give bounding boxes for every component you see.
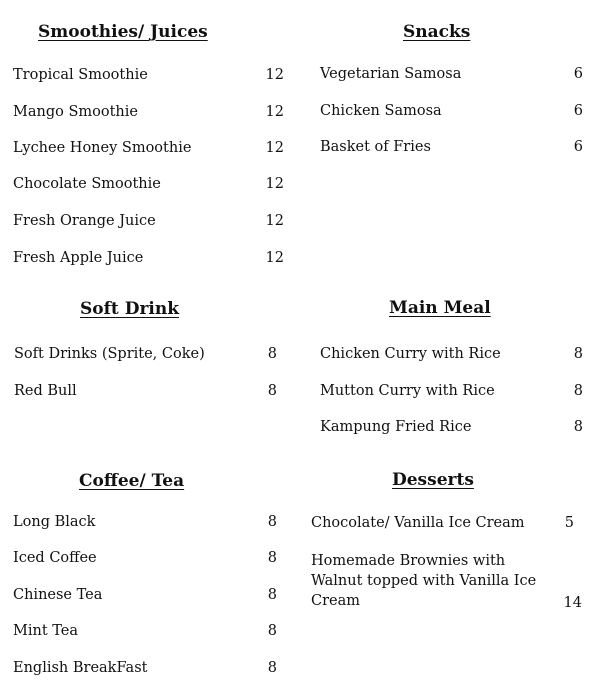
menu-item-name: Lychee Honey Smoothie [13,140,192,156]
menu-item-price: 6 [573,66,583,82]
section-title-desserts: Desserts [392,470,474,490]
menu-item-name: Chocolate/ Vanilla Ice Cream [311,515,525,531]
menu-item-price: 8 [267,623,277,639]
menu-item-name: Vegetarian Samosa [320,66,462,82]
menu-item-price: 8 [267,514,277,530]
menu-item-name: Mutton Curry with Rice [320,383,495,399]
menu-item-price: 14 [563,595,582,611]
menu-item-name: Kampung Fried Rice [320,419,472,435]
section-title-snacks: Snacks [403,22,471,42]
menu-item-price: 12 [265,67,284,83]
menu-item-price: 12 [265,140,284,156]
menu-item-price: 8 [267,587,277,603]
menu-item-price: 12 [265,213,284,229]
menu-item-name: Long Black [13,514,96,530]
menu-item-name: Chicken Curry with Rice [320,346,501,362]
menu-item-price: 8 [573,419,583,435]
section-title-soft-drink: Soft Drink [80,299,179,319]
menu-item-name: English BreakFast [13,660,148,676]
menu-item-name: Mango Smoothie [13,104,138,120]
menu-item-name: Soft Drinks (Sprite, Coke) [14,346,205,362]
menu-item-price: 8 [573,346,583,362]
menu-item-price: 8 [267,660,277,676]
menu-item-price: 12 [265,176,284,192]
menu-item-name: Basket of Fries [320,139,431,155]
menu-item-price: 8 [573,383,583,399]
menu-item-name: Iced Coffee [13,550,97,566]
menu-item-price: 12 [265,104,284,120]
menu-item-name: Fresh Apple Juice [13,250,144,266]
menu-item-name: Homemade Brownies with Walnut topped with Vanilla Ice Cream [311,553,537,609]
menu-item-name: Chinese Tea [13,587,103,603]
section-title-smoothies-juices: Smoothies/ Juices [38,22,208,42]
menu-item-name: Fresh Orange Juice [13,213,156,229]
menu-item-price: 12 [265,250,284,266]
section-title-coffee-tea: Coffee/ Tea [79,471,185,491]
menu-item-price: 8 [267,383,277,399]
menu-item-price: 8 [267,346,277,362]
section-title-main-meal: Main Meal [389,298,491,318]
menu-item-name: Chicken Samosa [320,103,442,119]
menu-item-price: 6 [573,139,583,155]
menu-item-name: Tropical Smoothie [13,67,148,83]
menu-item-name: Chocolate Smoothie [13,176,161,192]
menu-item-name: Red Bull [14,383,77,399]
menu-item-price: 5 [564,515,574,531]
menu-item-price: 6 [573,103,583,119]
menu-item-name: Mint Tea [13,623,79,639]
menu-item-price: 8 [267,550,277,566]
